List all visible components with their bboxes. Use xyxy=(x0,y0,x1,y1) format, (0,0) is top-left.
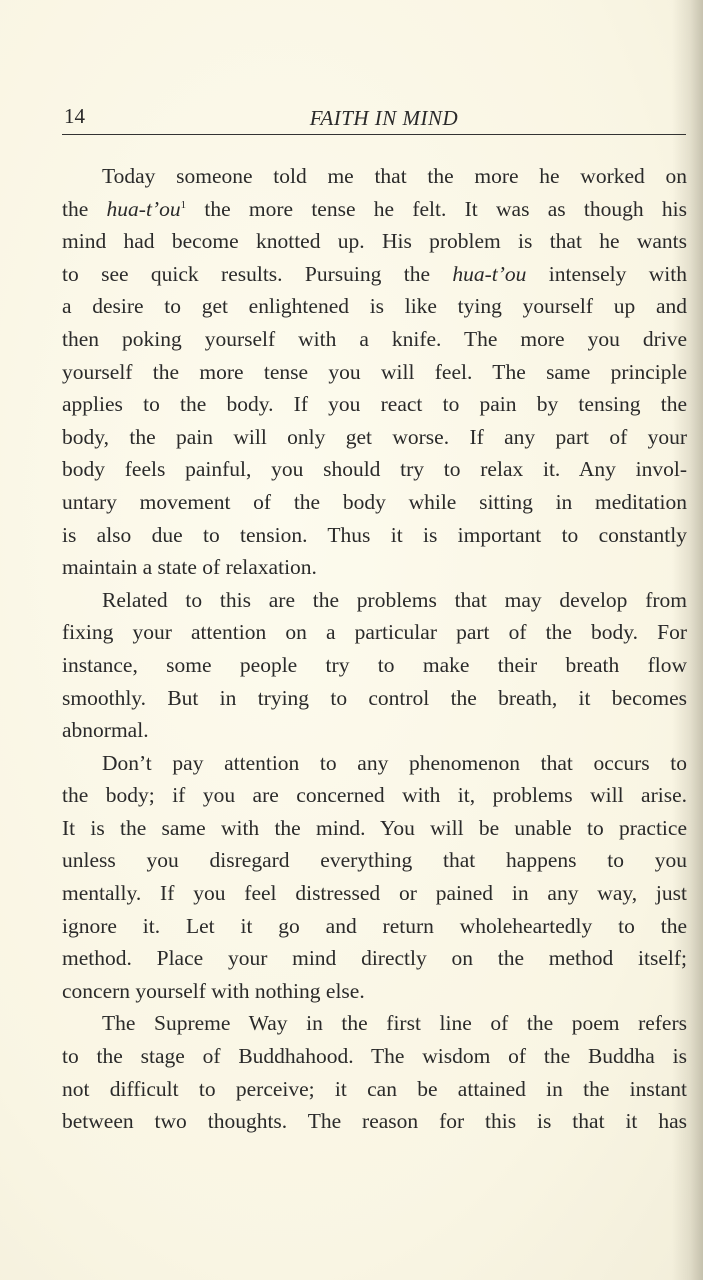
text-run: to see quick results. Pursuing the xyxy=(62,261,453,286)
italic-term: hua-t’ou xyxy=(106,196,181,221)
text-run: the more tense he felt. It was as though his xyxy=(186,196,687,221)
text-line: body, the pain will only get worse. If any part of your xyxy=(62,424,687,449)
text-line: Today someone told me that the more he worked on xyxy=(102,164,687,188)
running-head-title: FAITH IN MIND xyxy=(309,106,459,130)
italic-term: hua-t’ou xyxy=(452,261,527,286)
text-line: applies to the body. If you react to pain by tensing the xyxy=(62,392,687,417)
text-line: The Supreme Way in the first line of the poem refers xyxy=(102,1011,687,1036)
text-line: maintain a state of relaxation. xyxy=(62,555,317,580)
text-line: abnormal. xyxy=(62,718,149,743)
text-line: smoothly. But in trying to control the breath, it becomes xyxy=(62,685,687,710)
text-line: mentally. If you feel distressed or pained in any way, just xyxy=(62,881,687,906)
text-line: not difficult to perceive; it can be attained in the instant xyxy=(62,1076,687,1101)
paragraph-4 xyxy=(62,1007,687,1137)
text-line xyxy=(62,258,687,291)
text-line: instance, some people try to make their breath flow xyxy=(62,652,687,677)
text-line: then poking yourself with a knife. The more you drive xyxy=(62,326,687,351)
text-line: yourself the more tense you will feel. The same principle xyxy=(62,359,687,384)
text-line: body feels painful, you should try to relax it. Any invol- xyxy=(62,457,687,482)
text-line: It is the same with the mind. You will be unable to practice xyxy=(62,815,687,840)
paragraph-3 xyxy=(62,747,687,1008)
text-line: mind had become knotted up. His problem is that he wants xyxy=(62,229,687,254)
text-line: fixing your attention on a particular part of the body. For xyxy=(62,620,687,645)
text-line: a desire to get enlightened is like tying yourself up and xyxy=(62,294,687,319)
text-run: the xyxy=(62,196,107,221)
footnote-marker[interactable]: 1 xyxy=(180,198,187,211)
page-number: 14 xyxy=(64,104,85,128)
text-line: between two thoughts. The reason for this is that it has xyxy=(62,1109,687,1134)
running-head xyxy=(62,104,686,135)
text-run: intensely with xyxy=(526,261,687,286)
paragraph-2 xyxy=(62,584,687,747)
text-line: method. Place your mind directly on the method itself; xyxy=(62,946,687,971)
text-line xyxy=(62,193,687,226)
text-line: to the stage of Buddhahood. The wisdom of the Buddha is xyxy=(62,1044,687,1069)
text-line: is also due to tension. Thus it is important to constantly xyxy=(62,522,687,547)
body-text xyxy=(62,160,687,1138)
text-line: ignore it. Let it go and return wholeheartedly to the xyxy=(62,913,687,938)
text-line: Don’t pay attention to any phenomenon that occurs to xyxy=(102,750,687,775)
text-line: untary movement of the body while sitting in meditation xyxy=(62,489,687,514)
text-line: concern yourself with nothing else. xyxy=(62,978,365,1003)
text-line: the body; if you are concerned with it, problems will arise. xyxy=(62,783,687,808)
text-line: unless you disregard everything that happens to you xyxy=(62,848,687,873)
text-line: Related to this are the problems that may develop from xyxy=(102,587,687,612)
paragraph-1 xyxy=(62,160,687,584)
